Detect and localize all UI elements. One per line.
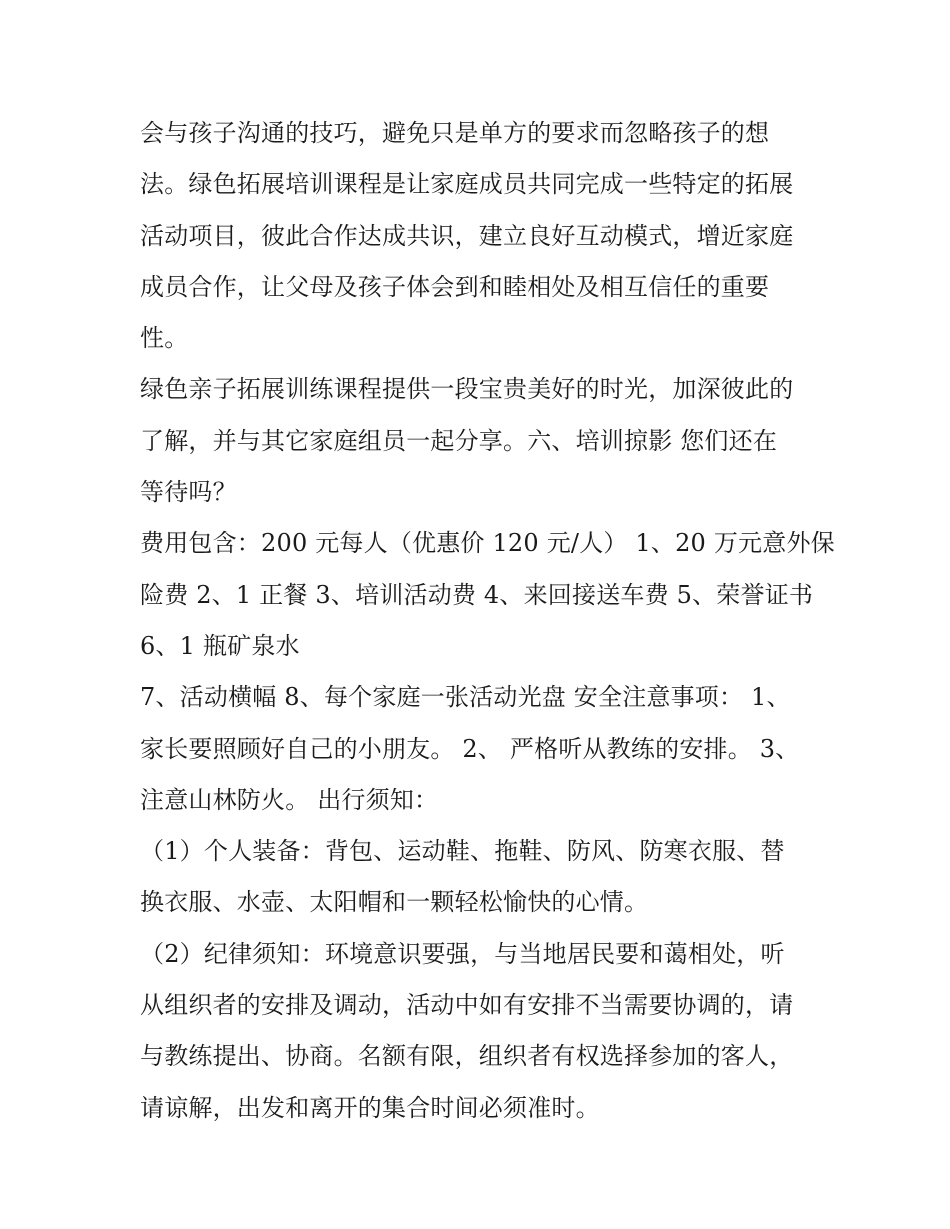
text-line: 性。 — [140, 324, 189, 353]
text-line: 法。绿色拓展培训课程是让家庭成员共同完成一些特定的拓展 — [140, 170, 794, 199]
text-line: （2）纪律须知：环境意识要强，与当地居民要和蔼相处，听 — [140, 939, 785, 968]
text-line: 成员合作，让父母及孩子体会到和睦相处及相互信任的重要 — [140, 272, 770, 301]
text-line: 绿色亲子拓展训练课程提供一段宝贵美好的时光，加深彼此的 — [140, 375, 794, 404]
text-line: 6、1 瓶矿泉水 — [140, 631, 300, 660]
text-line: 险费 2、1 正餐 3、培训活动费 4、来回接送车费 5、荣誉证书 — [140, 580, 814, 609]
text-line: 了解，并与其它家庭组员一起分享。六、培训掠影 您们还在 — [140, 426, 778, 455]
text-line: 家长要照顾好自己的小朋友。 2、 严格听从教练的安排。 3、 — [140, 734, 800, 763]
text-line: 7、活动横幅 8、每个家庭一张活动光盘 安全注意事项： 1、 — [140, 683, 791, 712]
text-line: 费用包含：200 元每人（优惠价 120 元/人） 1、20 万元意外保 — [140, 529, 835, 558]
text-line: 等待吗？ — [140, 478, 237, 507]
body-text — [140, 108, 835, 1134]
text-line: 换衣服、水壶、太阳帽和一颗轻松愉快的心情。 — [140, 888, 649, 917]
text-line: 会与孩子沟通的技巧，避免只是单方的要求而忽略孩子的想 — [140, 119, 770, 147]
text-line: 注意山林防火。 出行须知： — [140, 785, 439, 814]
text-line: 请谅解，出发和离开的集合时间必须准时。 — [140, 1093, 600, 1122]
text-line: （1）个人装备：背包、运动鞋、拖鞋、防风、防寒衣服、替 — [140, 837, 785, 866]
text-line: 活动项目，彼此合作达成共识，建立良好互动模式，增近家庭 — [140, 221, 794, 250]
text-line: 从组织者的安排及调动，活动中如有安排不当需要协调的，请 — [140, 991, 794, 1020]
text-line: 与教练提出、协商。名额有限，组织者有权选择参加的客人， — [140, 1042, 794, 1071]
